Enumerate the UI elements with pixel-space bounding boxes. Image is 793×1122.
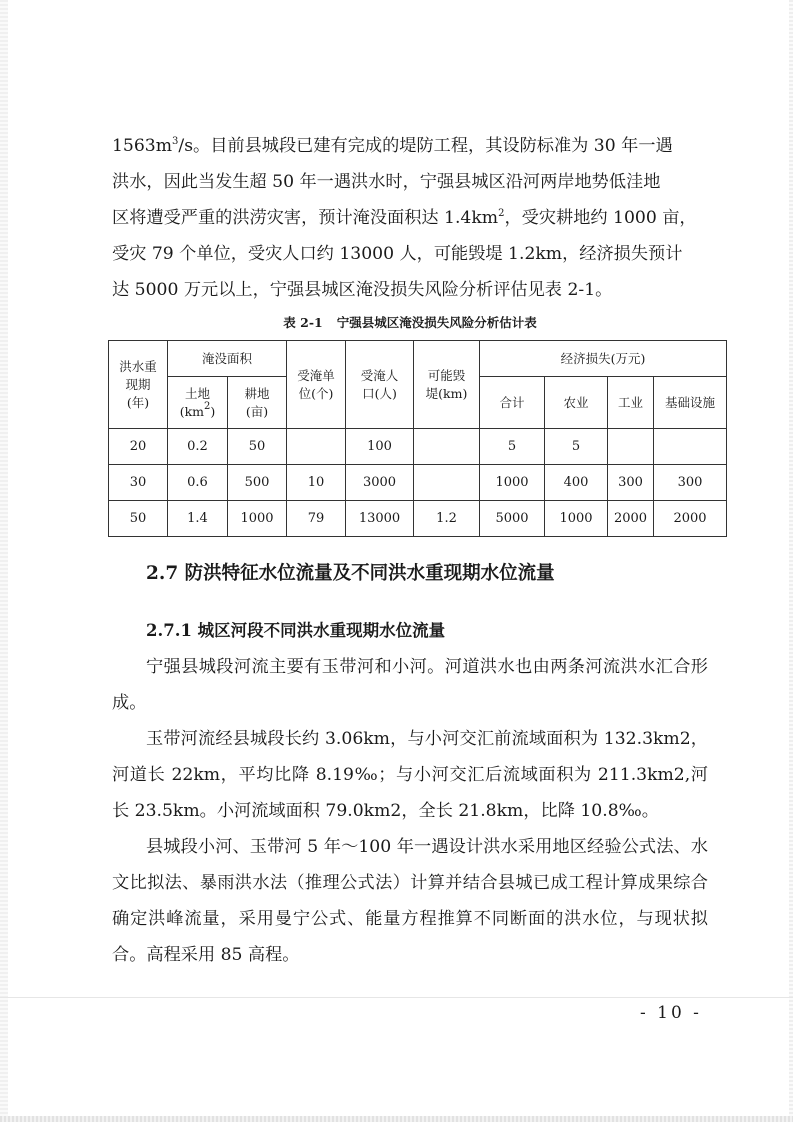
cell-land: 0.6 [168, 465, 228, 501]
cell-farmland: 500 [228, 465, 287, 501]
cell-affected-units: 10 [287, 465, 346, 501]
header-infrastructure: 基础设施 [654, 377, 727, 429]
cell-agriculture: 1000 [545, 501, 608, 537]
text-run: ) [210, 403, 216, 419]
header-economic-loss: 经济损失(万元) [480, 341, 727, 377]
header-text: 洪水重 [119, 358, 157, 374]
cell-affected-units: 79 [287, 501, 346, 537]
header-text: 口(人) [362, 385, 397, 401]
cell-affected-population: 3000 [346, 465, 414, 501]
cell-infrastructure: 300 [654, 465, 727, 501]
header-text: 受淹单 [297, 367, 335, 383]
paragraph-flood-risk [112, 128, 708, 308]
header-total: 合计 [480, 377, 545, 429]
table-row [109, 501, 727, 537]
paragraph-rivers: 宁强县城段河流主要有玉带河和小河。河道洪水也由两条河流洪水汇合形成。 [112, 657, 708, 713]
header-text: (年) [126, 394, 150, 410]
scan-edge-left [0, 0, 8, 1122]
cell-affected-units [287, 429, 346, 465]
paragraph-yudai-river: 玉带河流经县城段长约 3.06km，与小河交汇前流域面积为 132.3km2，河道长 22km，平均比降 8.19‰；与小河交汇后流域面积为 211.3km2,河长 23.5km。小河流域面积 79.0km2，全长 21.8km，比降 10.8‰。 [112, 729, 708, 821]
header-farmland [228, 377, 287, 429]
header-text: (亩) [245, 403, 269, 419]
cell-dike-breach [414, 465, 480, 501]
superscript: 2 [498, 208, 505, 219]
table-caption [108, 314, 712, 332]
text-run: /s。目前县城段已建有完成的堤防工程，其设防标准为 30 年一遇 [178, 136, 673, 156]
paragraph-line [112, 128, 708, 164]
table-row [109, 429, 727, 465]
header-land [168, 377, 228, 429]
header-affected-units [287, 341, 346, 429]
header-return-period [109, 341, 168, 429]
cell-total: 1000 [480, 465, 545, 501]
cell-dike-breach [414, 429, 480, 465]
header-text: 耕地 [244, 385, 270, 401]
cell-agriculture: 400 [545, 465, 608, 501]
cell-farmland: 50 [228, 429, 287, 465]
paragraph-line: 达 5000 万元以上，宁强县城区淹没损失风险分析评估见表 2-1。 [112, 280, 613, 300]
cell-industry [608, 429, 654, 465]
page-number: - 10 - [640, 1003, 702, 1023]
cell-farmland: 1000 [228, 501, 287, 537]
header-text [169, 400, 226, 421]
cell-dike-breach: 1.2 [414, 501, 480, 537]
subsection-heading: 2.7.1 城区河段不同洪水重现期水位流量 [146, 621, 446, 640]
cell-land: 1.4 [168, 501, 228, 537]
cell-return-period: 50 [109, 501, 168, 537]
header-possible-dike-breach [414, 341, 480, 429]
cell-return-period: 30 [109, 465, 168, 501]
table-row [109, 465, 727, 501]
paragraph-design-flood: 县城段小河、玉带河 5 年～100 年一遇设计洪水采用地区经验公式法、水文比拟法、暴雨洪水法（推理公式法）计算并结合县城已成工程计算成果综合确定洪峰流量，采用曼宁公式、能量方程推算不同断面的洪水位，与现状拟合。高程采用 85 高程。 [112, 837, 708, 965]
text-run: 区将遭受严重的洪涝灾害，预计淹没面积达 1.4km [112, 208, 499, 228]
text-run: 1563m [112, 136, 173, 156]
paragraph-line: 洪水，因此当发生超 50 年一遇洪水时，宁强县城区沿河两岸地势低洼地 [112, 172, 661, 192]
section-heading: 2.7 防洪特征水位流量及不同洪水重现期水位流量 [146, 563, 555, 584]
cell-land: 0.2 [168, 429, 228, 465]
header-text: 位(个) [298, 385, 334, 401]
cell-infrastructure [654, 429, 727, 465]
cell-infrastructure: 2000 [654, 501, 727, 537]
cell-agriculture: 5 [545, 429, 608, 465]
scan-edge-right [789, 0, 793, 1122]
cell-affected-population: 13000 [346, 501, 414, 537]
table-header-row [109, 341, 727, 377]
header-text: 受淹人 [360, 367, 399, 383]
text-run: ，受灾耕地约 1000 亩， [504, 208, 697, 228]
header-agriculture: 农业 [545, 377, 608, 429]
table-caption-title: 宁强县城区淹没损失风险分析估计表 [336, 315, 537, 330]
cell-affected-population: 100 [346, 429, 414, 465]
header-inundated-area: 淹没面积 [168, 341, 287, 377]
cell-industry: 2000 [608, 501, 654, 537]
page-footer [0, 997, 793, 1038]
superscript: 3 [172, 136, 179, 147]
header-text: 现期 [125, 376, 151, 392]
header-text: 可能毁 [427, 367, 466, 383]
paragraph-line [112, 200, 708, 236]
page-content [112, 0, 716, 973]
text-run: (km [179, 403, 205, 419]
bottom-margin [0, 1038, 793, 1118]
cell-industry: 300 [608, 465, 654, 501]
superscript: 2 [204, 400, 211, 412]
cell-return-period: 20 [109, 429, 168, 465]
scan-edge-bottom [0, 1116, 793, 1122]
paragraph-line: 受灾 79 个单位，受灾人口约 13000 人，可能毁堤 1.2km，经济损失预计 [112, 244, 683, 264]
header-industry: 工业 [608, 377, 654, 429]
inundation-loss-table [108, 340, 727, 537]
header-text: 土地 [184, 385, 210, 401]
table-caption-number: 表 2-1 [283, 315, 323, 330]
cell-total: 5000 [480, 501, 545, 537]
cell-total: 5 [480, 429, 545, 465]
header-text: 堤(km) [425, 385, 468, 401]
header-affected-population [346, 341, 414, 429]
